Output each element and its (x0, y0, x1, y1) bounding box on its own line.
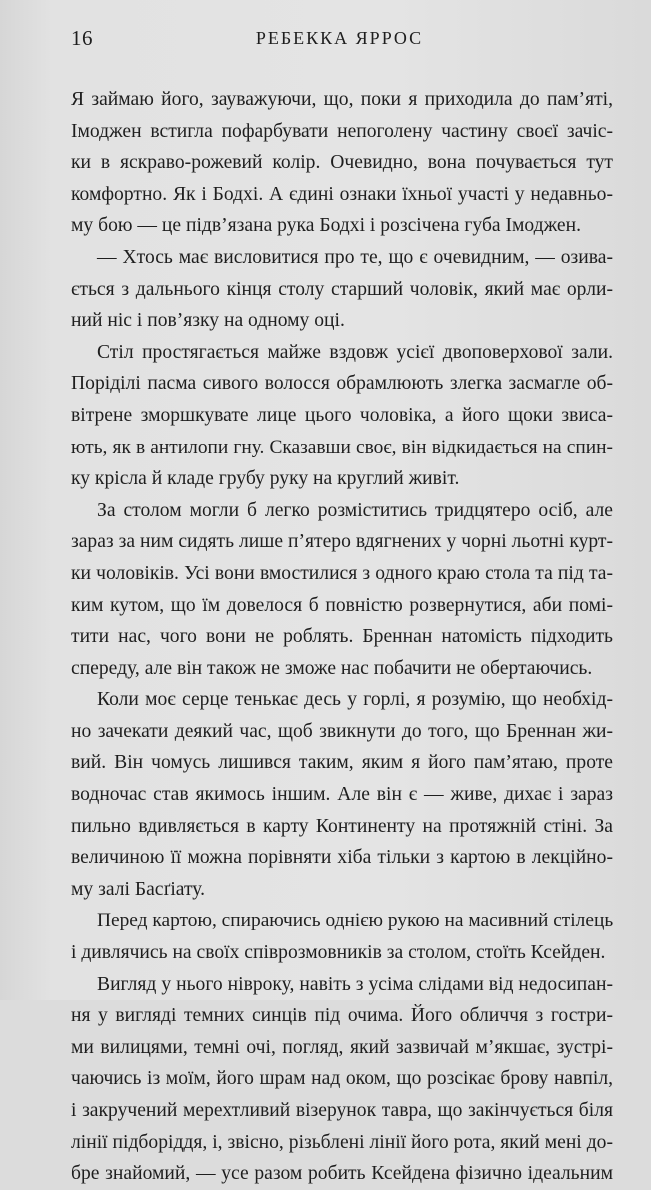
text-line: — Хтось має висловитися про те, що є очевидним, — озива- (97, 246, 613, 268)
text-line: ки в яскраво-рожевий колір. Очевидно, вона почувається тут (71, 152, 613, 174)
text-line: лінії підборіддя, і, звісно, різьблені лінії його рота, який мені до- (71, 1131, 613, 1153)
text-line: Я займаю його, зауважуючи, що, поки я приходила до пам’яті, (71, 89, 613, 110)
text-line: пильно вдивляється в карту Континенту на протяжній стіні. За (71, 815, 613, 837)
text-line: чаючись із моїм, його шрам над оком, що розсікає брову навпіл, (71, 1068, 613, 1090)
text-line: ким кутом, що їм довелося б повністю розвернутися, аби помі- (71, 594, 613, 616)
text-line: Стіл простягається майже вздовж усієї двоповерхової зали. (97, 341, 613, 363)
text-line: вітрене зморшкувате лице цього чоловіка, а його щоки звиса- (71, 404, 613, 426)
text-line: ки чоловіків. Усі вони вмостилися з одного краю стола та під та- (71, 562, 613, 584)
text-line: ня у вигляді темних синців під очима. Його обличчя з гостри- (71, 1005, 613, 1027)
text-line: му бою — це підв’язана рука Бодхі і розсічена губа Імоджен. (71, 215, 581, 237)
text-line: Імоджен встигла пофарбувати непоголену частину своєї зачіс- (71, 120, 613, 142)
running-head: РЕБЕККА ЯРРОС (255, 28, 424, 48)
text-line: ють, як в антилопи гну. Сказавши своє, він відкидається на спин- (71, 436, 613, 458)
text-line: бре знайомий, — усе разом робить Ксейдена фізично ідеальним (71, 1163, 613, 1185)
text-line: му залі Басґіату. (71, 878, 206, 900)
text-line: комфортно. Як і Бодхі. А єдині ознаки їхньої участі у недавньо- (71, 183, 613, 205)
text-line: Вигляд у нього нівроку, навіть з усіма слідами від недосипан- (97, 973, 613, 995)
text-line: За столом могли б легко розміститись тридцятеро осіб, але (97, 499, 613, 521)
text-line: і закручений мерехтливий візерунок тавра, що закінчується біля (71, 1100, 613, 1121)
text-line: ми вилицями, темні очі, погляд, який зазвичай м’якшає, зустрі- (71, 1036, 613, 1058)
text-line: Коли моє серце тенькає десь у горлі, я розумію, що необхід- (97, 689, 613, 711)
body-text (71, 84, 613, 1190)
text-line: спереду, але він також не зможе нас побачити не обертаючись. (71, 657, 593, 679)
text-line: ку крісла й кладе грубу руку на круглий живіт. (71, 468, 460, 490)
text-line: ний ніс і пов’язку на одному оці. (71, 310, 345, 332)
page-number: 16 (71, 26, 93, 50)
page-header (0, 26, 651, 56)
text-line: тити нас, чого вони не роблять. Бреннан натомість підходить (71, 626, 613, 648)
text-line: вий. Він чомусь лишився таким, яким я його пам’ятаю, проте (71, 752, 613, 774)
text-line: зараз за ним сидять лише п’ятеро вдягнених у чорні льотні курт- (71, 531, 613, 553)
text-line: водночас став якимось іншим. Але він є — живе, дихає і зараз (71, 784, 613, 806)
text-line: Перед картою, спираючись однією рукою на масивний стілець (97, 910, 613, 932)
text-line: ється з дальнього кінця столу старший чоловік, який має орли- (71, 278, 613, 300)
text-line: і дивлячись на своїх співрозмовників за столом, стоїть Ксейден. (71, 942, 606, 964)
text-line: Поріділі пасма сивого волосся обрамлюють злегка засмагле об- (71, 373, 613, 395)
text-line: но зачекати деякий час, щоб звикнути до того, що Бреннан жи- (71, 720, 613, 742)
text-line: величиною її можна порівняти хіба тільки з картою в лекційно- (71, 847, 613, 869)
